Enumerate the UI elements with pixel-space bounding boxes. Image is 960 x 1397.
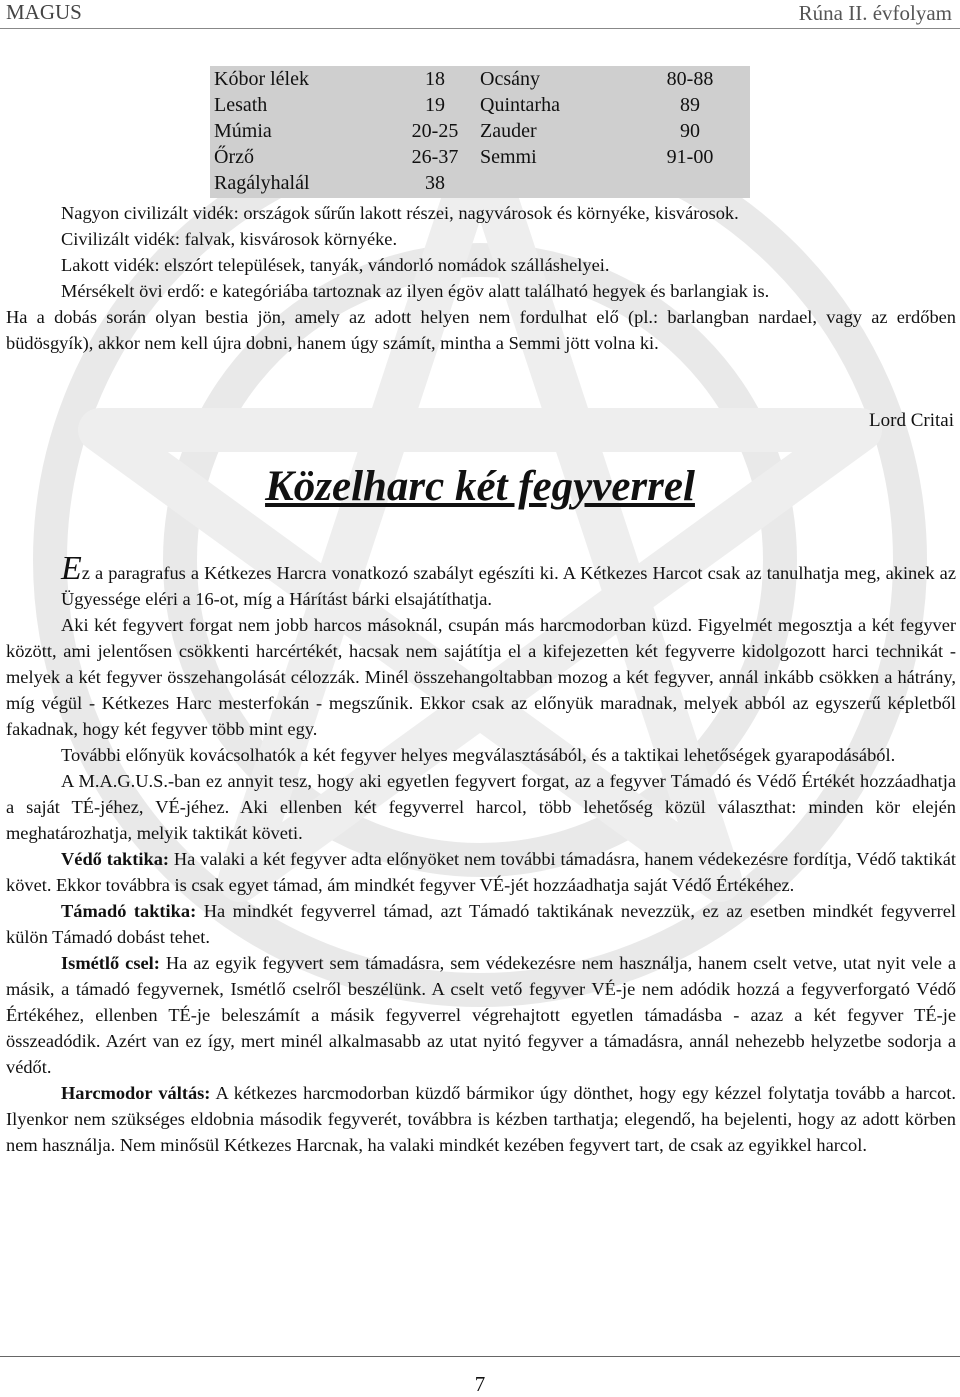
issue-label: Rúna II. évfolyam [798, 1, 952, 25]
footer-divider [0, 1356, 960, 1357]
tactic-text: A kétkezes harcmodorban küzdő bármikor úgy dönthet, hogy egy kézzel folytatja tovább a harcot. Ilyenkor nem szükséges eldobnia második fegyverét, továbbra is kézben tarthatja; elegendő, ha bejelenti, hogy az adott körben nem használja. Nem minősül Kétkezes Harcnak, ha valaki mindkét kezében fegyvert tart, de csak az egyikkel harcol. [6, 1083, 956, 1155]
page-header [0, 0, 960, 26]
region-item: Lakott vidék: elszórt települések, tanyák, vándorló nomádok szálláshelyei. [61, 255, 610, 275]
header-divider [0, 28, 960, 29]
table-row [210, 118, 750, 144]
author-name: Lord Critai [869, 410, 954, 431]
roll-range: 20-25 [411, 120, 459, 142]
region-item: Nagyon civilizált vidék: országok sűrűn lakott részei, nagyvárosok és környéke, kisvárosok. [61, 203, 739, 223]
roll-range: 19 [425, 94, 445, 116]
roll-range: 18 [425, 68, 445, 90]
tactic-term: Ismétlő csel: [61, 953, 160, 973]
creature-name: Zauder [480, 120, 537, 142]
page-number: 7 [474, 1372, 486, 1396]
tactic-defensive [6, 846, 956, 898]
tactic-term: Védő taktika: [61, 849, 170, 869]
tactic-text: Ha valaki a két fegyver adta előnyöket nem további támadásra, hanem védekezésre fordítja, Védő taktikát követ. Ekkor továbbra is csak egyet támad, ám mindkét fegyver VÉ-jét hozzáadhatja saját Védő Értékéhez. [6, 849, 956, 895]
table-row [210, 170, 750, 196]
roll-range: 90 [680, 120, 700, 142]
creature-name: Őrző [214, 146, 254, 168]
roll-range: 38 [425, 172, 445, 194]
region-definitions [6, 200, 956, 356]
body-paragraph: Aki két fegyvert forgat nem jobb harcos másoknál, csupán más harcmodorban küzd. Figyelmét megosztja a két fegyver között, ami jelentősen csökkenti harcértékét, hacsak nem sajátítja el a kifejezetten két fegyverre kidolgozott harci technikát - melyek a két fegyver összehangolását célozzák. Minél összehangoltabban mozog a két fegyver, annál inkább csökken a hátrány, míg végül - Kétkezes Harc mesterfokán - megszűnik. Ekkor csak az előnyük maradnak, melyek abból az egyszerű képletből fakadnak, hogy két fegyver több mint egy. [6, 615, 956, 739]
tactic-feint [6, 950, 956, 1080]
encounter-table [210, 66, 750, 198]
roll-range: 80-88 [666, 68, 714, 90]
creature-name: Lesath [214, 94, 268, 116]
magazine-name: MAGUS [6, 0, 82, 24]
article-title: Közelharc két fegyverrel [265, 463, 695, 510]
drop-cap: E [61, 550, 82, 587]
creature-name: Múmia [214, 120, 272, 142]
creature-name: Kóbor lélek [214, 68, 309, 90]
tactic-term: Harcmodor váltás: [61, 1083, 211, 1103]
region-item: Civilizált vidék: falvak, kisvárosok környéke. [61, 229, 398, 249]
creature-name: Ocsány [480, 68, 540, 90]
creature-name: Ragályhalál [214, 172, 310, 194]
intro-text: z a paragrafus a Kétkezes Harcra vonatkozó szabályt egészíti ki. A Kétkezes Harcot csak az tanulhatja meg, akinek az Ügyessége eléri a 16-ot, míg a Hárítást bárki elsajátíthatja. [61, 563, 956, 609]
table-row [210, 66, 750, 92]
body-paragraph: A M.A.G.U.S.-ban ez annyit tesz, hogy aki egyetlen fegyvert forgat, az a fegyver Támadó és Védő Értékét hozzáadhatja a saját TÉ-jéhez, VÉ-jéhez. Aki ellenben két fegyverrel harcol, több lehetőség közül választhat: minden kör elején meghatározhatja, melyik taktikát követi. [6, 771, 956, 843]
tactic-switch [6, 1080, 956, 1158]
roll-range: 89 [680, 94, 700, 116]
tactic-text: Ha az egyik fegyvert sem támadásra, sem védekezésre nem használja, hanem cselt vetve, utat nyit vele a másik, a támadó fegyvernek, Ismétlő cselről beszélünk. A cselt vető fegyver VÉ-je nem adódik hozzá a fegyverforgató Védő Értékéhez, ellenben TÉ-je beleszámít a másik fegyverrel végrehajtott egyetlen támadásba - azaz a két fegyver TÉ-je összeadódik. Azért van ez így, mert minél alkalmasabb az utat nyitó fegyver a támadásra, annál nehezebb helyzetbe sodorja a védőt. [6, 953, 957, 1077]
article-body [6, 550, 957, 1158]
reroll-note: Ha a dobás során olyan bestia jön, amely az adott helyen nem fordulhat elő (pl.: barlangban nardael, vagy az erdőben büdösgyík), akkor nem kell újra dobni, hanem úgy számít, mintha a Semmi jött volna ki. [6, 307, 956, 353]
roll-range: 26-37 [411, 146, 459, 168]
table-row [210, 92, 750, 118]
body-paragraph: További előnyük kovácsolhatók a két fegyver helyes megválasztásából, és a taktikai lehetőségek gyarapodásából. [61, 745, 896, 765]
intro-paragraph [6, 550, 956, 612]
creature-name: Semmi [480, 146, 537, 168]
tactic-text: Ha mindkét fegyverrel támad, azt Támadó taktikának nevezzük, ez az esetben mindkét fegyverrel külön Támadó dobást tehet. [6, 901, 956, 947]
table-row [210, 144, 750, 170]
tactic-offensive [6, 898, 956, 950]
creature-name: Quintarha [480, 94, 560, 116]
tactic-term: Támadó taktika: [61, 901, 197, 921]
roll-range: 91-00 [666, 146, 714, 168]
region-item: Mérsékelt övi erdő: e kategóriába tartoznak az ilyen égöv alatt található hegyek és barlangiak is. [61, 281, 770, 301]
